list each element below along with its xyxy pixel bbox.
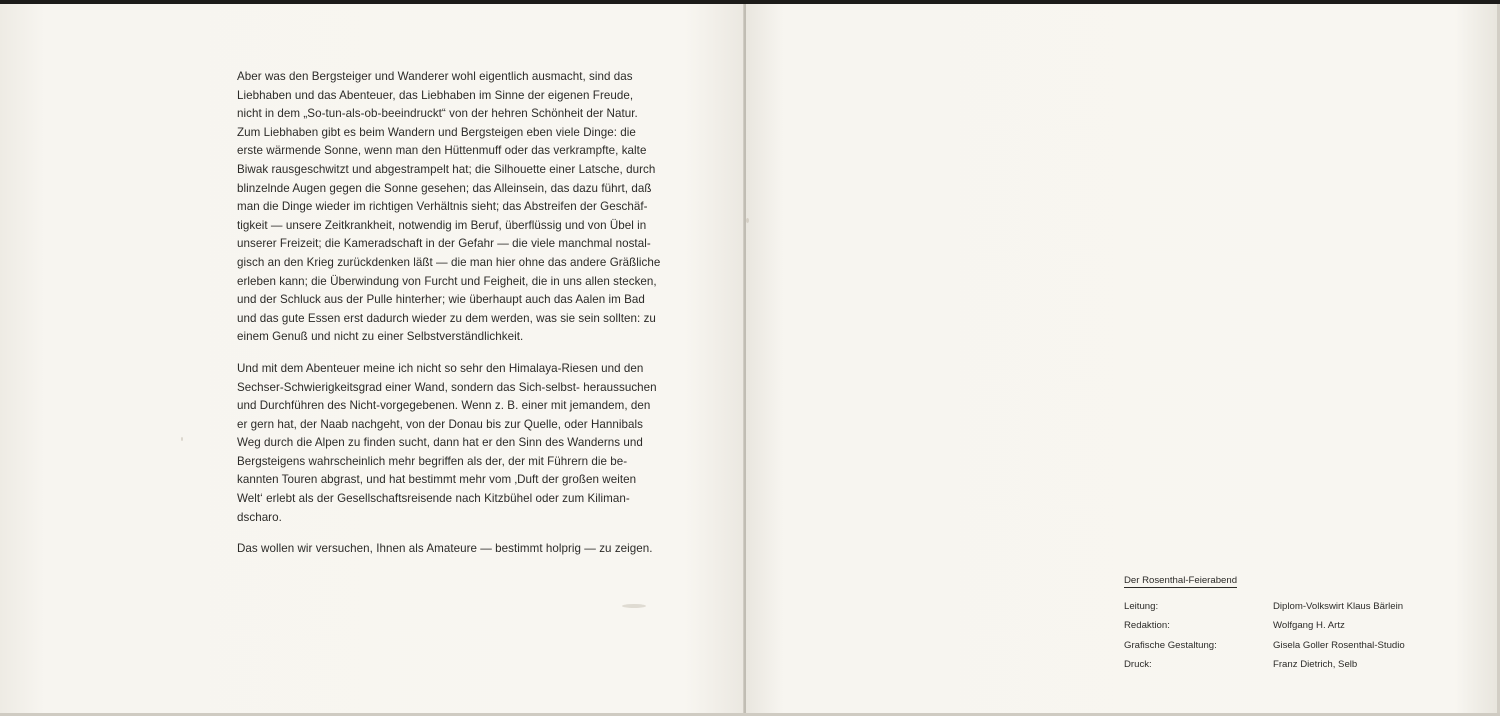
left-page xyxy=(0,4,744,716)
imprint-label: Druck: xyxy=(1124,658,1152,670)
imprint-label: Redaktion: xyxy=(1124,620,1170,632)
paragraph-1: Aber was den Bergsteiger und Wanderer wohl eigentlich ausmacht, sind das Liebhaben und das Abenteuer, das Liebhaben im Sinne der eigenen Freude, nicht in dem „So-tun-als-ob-beeindruckt“ von der hehren Schönheit der Natur. Zum Liebhaben gibt es beim Wandern und Bergsteigen eben viele Dinge: die erste wärmende Sonne, wenn man den Hüttenmuff oder das verkrampfte, kalte Biwak rausgeschwitzt und abgestrampelt hat; die Silhouette einer Latsche, durch blinzelnde Augen gegen die Sonne gesehen; das Alleinsein, das dazu führt, daß man die Dinge wieder im richtigen Verhältnis sieht; das Abstreifen der Geschäf- tigkeit — unsere Zeitkrankheit, notwendig im Beruf, überflüssig und von Übel in unserer Freizeit; die Kameradschaft in der Gefahr — die viele manchmal nostal- gisch an den Krieg zurückdenken läßt — die man hier ohne das andere Gräßliche erleben kann; die Überwindung von Furcht und Feigheit, die in uns allen stecken, und der Schluck aus der Pulle hinterher; wie überhaupt auch das Aalen im Bad und das gute Essen erst dadurch wieder zu dem werden, was sie sein sollten: zu einem Genuß und nicht zu einer Selbstverständlichkeit. xyxy=(237,70,661,344)
imprint-title: Der Rosenthal-Feierabend xyxy=(1124,575,1238,586)
imprint-block xyxy=(1124,575,1454,678)
brochure-spread xyxy=(0,4,1500,716)
imprint-label: Grafische Gestaltung: xyxy=(1124,639,1217,651)
imprint-value: Gisela Goller Rosenthal-Studio xyxy=(1273,639,1405,651)
imprint-value: Diplom-Volkswirt Klaus Bärlein xyxy=(1273,601,1404,612)
paragraph-3: Das wollen wir versuchen, Ihnen als Amateure — bestimmt holprig — zu zeigen. xyxy=(237,542,653,556)
imprint-row-leitung xyxy=(1124,601,1454,620)
essay-text xyxy=(237,68,684,572)
paper-speck xyxy=(746,218,749,223)
imprint-row-gestaltung xyxy=(1124,640,1454,659)
paper-speck xyxy=(181,437,183,441)
paragraph-2: Und mit dem Abenteuer meine ich nicht so sehr den Himalaya-Riesen und den Sechser-Schwierigkeitsgrad einer Wand, sondern das Sich-selbst- heraussuchen und Durchführen des Nicht-vorgegebenen. Wenn z. B. einer mit jemandem, den er gern hat, der Naab nachgeht, von der Donau bis zur Quelle, oder Hannibals Weg durch die Alpen zu finden sucht, dann hat er den Sinn des Wanderns und Bergsteigens wahrscheinlich mehr begriffen als der, der mit Führern die be- kannten Touren abgrast, und hat bestimmt mehr vom ‚Duft der großen weiten Welt‘ erlebt als der Gesellschaftsreisende nach Kitzbühel oder zum Kiliman- dscharo. xyxy=(237,361,657,524)
imprint-value: Wolfgang H. Artz xyxy=(1273,620,1345,632)
imprint-label: Leitung: xyxy=(1124,601,1159,612)
imprint-value: Franz Dietrich, Selb xyxy=(1273,658,1358,670)
paper-speck xyxy=(622,604,646,608)
imprint-row-druck xyxy=(1124,659,1454,678)
imprint-row-redaktion xyxy=(1124,620,1454,639)
